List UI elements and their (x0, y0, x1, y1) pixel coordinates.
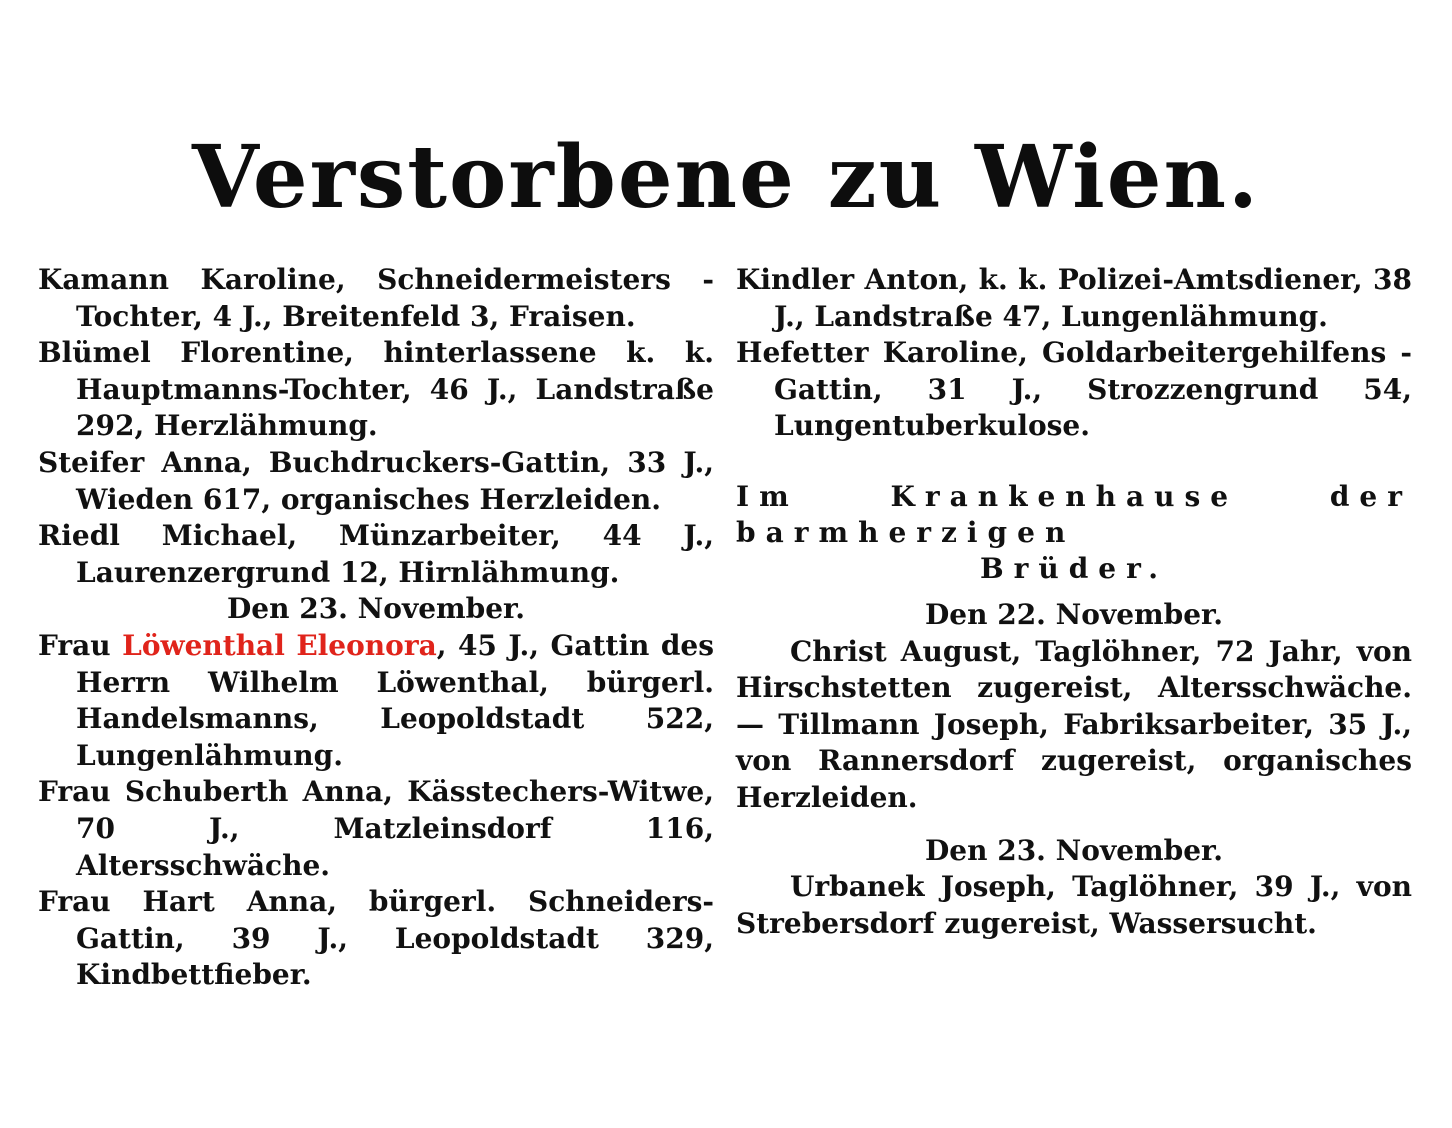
death-entry: Kindler Anton, k. k. Polizei-Amtsdiener, 38 J., Landstraße 47, Lungenlähmung. (736, 263, 1412, 333)
entry-prefix: Frau (38, 628, 123, 662)
death-entry: Frau Hart Anna, bürgerl. Schneiders-Gattin, 39 J., Leopoldstadt 329, Kindbettfieber. (38, 885, 714, 992)
death-entry: Kamann Karoline, Schneidermeisters - Tochter, 4 J., Breitenfeld 3, Fraisen. (38, 263, 714, 333)
left-column (38, 262, 714, 994)
date-heading: Den 22. November. (925, 597, 1223, 631)
death-entry: Frau Schuberth Anna, Kässtechers-Witwe, 70 J., Matzleinsdorf 116, Altersschwäche. (38, 775, 714, 882)
death-entry: Hefetter Karoline, Goldarbeitergehilfens - Gattin, 31 J., Strozzengrund 54, Lungentuberkulose. (736, 336, 1412, 443)
death-entry: Riedl Michael, Münzarbeiter, 44 J., Laurenzergrund 12, Hirnlähmung. (38, 519, 714, 589)
death-entry-highlighted (38, 628, 714, 774)
page-title: Verstorbene zu Wien. (192, 127, 1260, 228)
death-entry: Blümel Florentine, hinterlassene k. k. Hauptmanns-Tochter, 46 J., Landstraße 292, Herzlähmung. (38, 336, 714, 443)
entry-details: , 45 J., Gattin des Herrn Wilhelm Löwenthal, bürgerl. Handelsmanns, Leopoldstadt 522, Lungenlähmung. (76, 628, 714, 772)
highlighted-name: Löwenthal Eleonora (122, 628, 437, 662)
right-column (736, 262, 1412, 942)
section-heading-line: Brüder. (979, 551, 1169, 585)
date-heading: Den 23. November. (227, 592, 525, 626)
date-heading: Den 23. November. (925, 833, 1223, 867)
death-entry: Steifer Anna, Buchdruckers-Gattin, 33 J., Wieden 617, organisches Herzleiden. (38, 445, 714, 516)
hospital-entry: Urbanek Joseph, Taglöhner, 39 J., von Strebersdorf zugereist, Wassersucht. (736, 870, 1412, 940)
section-heading (736, 479, 1412, 587)
section-heading-line: Im Krankenhause der barmherzigen (736, 479, 1412, 549)
hospital-entry: Christ August, Taglöhner, 72 Jahr, von Hirschstetten zugereist, Altersschwäche. — Tillmann Joseph, Fabriksarbeiter, 35 J., von Rannersdorf zugereist, organisches Herzleiden. (736, 634, 1412, 814)
